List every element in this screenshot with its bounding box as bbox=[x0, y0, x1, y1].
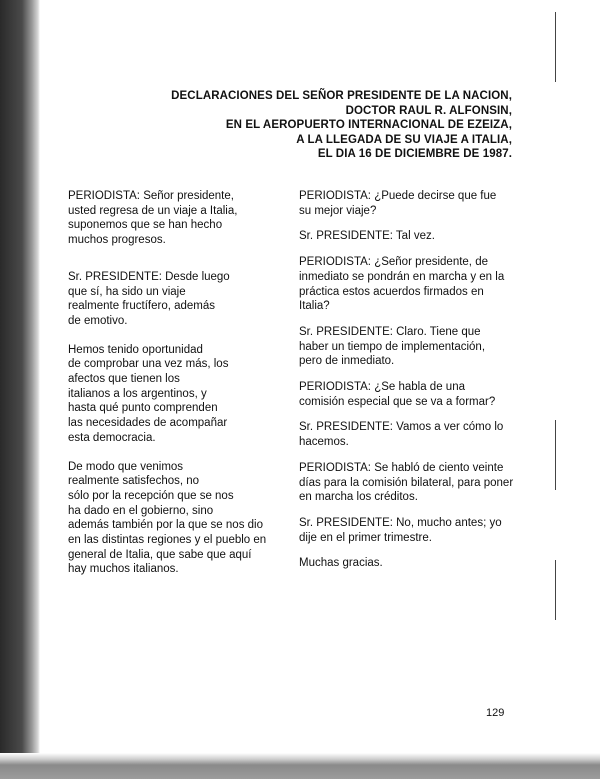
paragraph bbox=[68, 270, 268, 329]
text-line: De modo que venimos bbox=[68, 460, 184, 473]
text-line: Italia? bbox=[299, 300, 330, 313]
scan-right-line bbox=[555, 12, 556, 82]
text-line: haber un tiempo de implementación, bbox=[299, 340, 486, 353]
text-line: Sr. PRESIDENTE: Vamos a ver cómo lo bbox=[299, 421, 504, 434]
left-text-column bbox=[68, 189, 268, 577]
paragraph bbox=[299, 255, 514, 314]
page-number: 129 bbox=[486, 707, 505, 719]
paragraph bbox=[299, 516, 514, 545]
scan-right-line bbox=[555, 420, 556, 490]
heading-line: DOCTOR RAUL R. ALFONSIN, bbox=[345, 104, 512, 117]
document-heading bbox=[132, 89, 512, 162]
text-line: PERIODISTA: ¿Se habla de una bbox=[299, 381, 465, 394]
paragraph bbox=[299, 189, 514, 218]
text-line: inmediato se pondrán en marcha y en la bbox=[299, 270, 505, 283]
text-line: hasta qué punto comprenden bbox=[68, 402, 218, 415]
text-line: general de Italia, que sabe que aquí bbox=[68, 548, 252, 561]
text-line: ha dado en el gobierno, sino bbox=[68, 504, 214, 517]
text-line: realmente fructífero, además bbox=[68, 300, 216, 313]
text-line: en marcha los créditos. bbox=[299, 491, 418, 504]
text-line: esta democracia. bbox=[68, 431, 156, 444]
scan-right-line bbox=[555, 560, 556, 620]
text-line: Sr. PRESIDENTE: No, mucho antes; yo bbox=[299, 516, 502, 529]
text-line: muchos progresos. bbox=[68, 234, 166, 247]
text-line: Sr. PRESIDENTE: Claro. Tiene que bbox=[299, 325, 481, 338]
paragraph bbox=[299, 420, 514, 449]
paragraph bbox=[299, 229, 514, 244]
text-line: Hemos tenido oportunidad bbox=[68, 343, 203, 356]
text-line: además también por la que se nos dio bbox=[68, 519, 263, 532]
text-line: usted regresa de un viaje a Italia, bbox=[68, 204, 238, 217]
text-line: dije en el primer trimestre. bbox=[299, 531, 432, 544]
text-line: que sí, ha sido un viaje bbox=[68, 285, 186, 298]
text-line: hay muchos italianos. bbox=[68, 563, 179, 576]
text-line: su mejor viaje? bbox=[299, 204, 377, 217]
text-line: comisión especial que se va a formar? bbox=[299, 395, 496, 408]
right-text-column bbox=[299, 189, 514, 571]
text-line: días para la comisión bilateral, para poner bbox=[299, 476, 514, 489]
text-line: realmente satisfechos, no bbox=[68, 475, 200, 488]
paragraph bbox=[68, 460, 268, 578]
paragraph bbox=[299, 556, 514, 571]
paragraph bbox=[68, 343, 268, 446]
heading-line: EN EL AEROPUERTO INTERNACIONAL DE EZEIZA, bbox=[225, 119, 512, 132]
scan-left-shadow bbox=[0, 0, 40, 779]
text-line: afectos que tienen los bbox=[68, 373, 180, 386]
text-line: Muchas gracias. bbox=[299, 557, 383, 570]
paragraph bbox=[68, 189, 268, 248]
text-line: PERIODISTA: Señor presidente, bbox=[68, 190, 234, 202]
heading-line: EL DIA 16 DE DICIEMBRE DE 1987. bbox=[317, 148, 512, 161]
text-line: PERIODISTA: ¿Puede decirse que fue bbox=[299, 190, 497, 202]
text-line: práctica estos acuerdos firmados en bbox=[299, 285, 484, 298]
text-line: en las distintas regiones y el pueblo en bbox=[68, 534, 267, 547]
text-line: hacemos. bbox=[299, 436, 349, 449]
heading-line: A LA LLEGADA DE SU VIAJE A ITALIA, bbox=[296, 133, 512, 146]
text-line: italianos a los argentinos, y bbox=[68, 387, 207, 400]
paragraph bbox=[299, 461, 514, 505]
text-line: Sr. PRESIDENTE: Desde luego bbox=[68, 270, 230, 283]
paragraph bbox=[299, 380, 514, 409]
text-line: Sr. PRESIDENTE: Tal vez. bbox=[299, 230, 435, 243]
heading-line: DECLARACIONES DEL SEÑOR PRESIDENTE DE LA NACION, bbox=[171, 90, 512, 102]
text-line: de emotivo. bbox=[68, 314, 128, 327]
text-line: las necesidades de acompañar bbox=[68, 417, 228, 430]
text-line: PERIODISTA: Se habló de ciento veinte bbox=[299, 461, 504, 474]
text-line: PERIODISTA: ¿Señor presidente, de bbox=[299, 256, 488, 269]
text-line: de comprobar una vez más, los bbox=[68, 358, 229, 371]
text-line: sólo por la recepción que se nos bbox=[68, 489, 234, 502]
scan-bottom-shadow bbox=[0, 753, 600, 779]
text-line: suponemos que se han hecho bbox=[68, 219, 223, 232]
text-line: pero de inmediato. bbox=[299, 355, 395, 368]
paragraph bbox=[299, 325, 514, 369]
